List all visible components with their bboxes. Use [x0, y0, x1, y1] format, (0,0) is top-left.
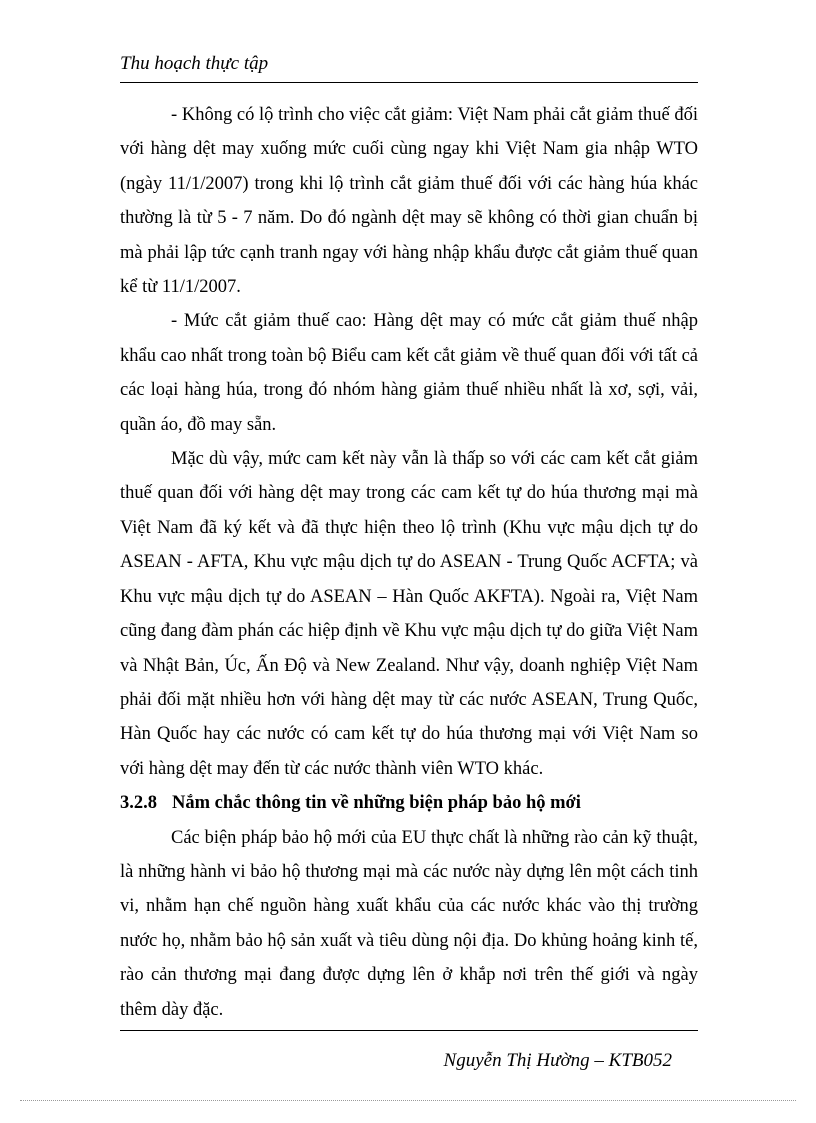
page-bottom-border — [20, 1100, 796, 1101]
paragraph-fta-comparison: Mặc dù vậy, mức cam kết này vẫn là thấp so với các cam kết cắt giảm thuế quan đối với hàng dệt may trong các cam kết tự do húa thương mại mà Việt Nam đã ký kết và đã thực hiện theo lộ trình (Khu vực mậu dịch tự do ASEAN - AFTA, Khu vực mậu dịch tự do ASEAN - Trung Quốc ACFTA; và Khu vực mậu dịch tự do ASEAN – Hàn Quốc AKFTA). Ngoài ra, Việt Nam cũng đang đàm phán các hiệp định về Khu vực mậu dịch tự do giữa Việt Nam và Nhật Bản, Úc, Ấn Độ và New Zealand. Như vậy, doanh nghiệp Việt Nam phải đối mặt nhiều hơn với hàng dệt may từ các nước ASEAN, Trung Quốc, Hàn Quốc hay các nước có cam kết tự do húa thương mại với Việt Nam so với hàng dệt may đến từ các nước thành viên WTO khác. — [120, 449, 698, 779]
document-body — [120, 98, 698, 1027]
section-title: Nắm chắc thông tin về những biện pháp bảo hộ mới — [172, 793, 581, 814]
header-divider — [120, 82, 698, 83]
page-header: Thu hoạch thực tập — [120, 53, 269, 74]
paragraph-no-roadmap: - Không có lộ trình cho việc cắt giảm: Việt Nam phải cắt giảm thuế đối với hàng dệt may xuống mức cuối cùng ngay khi Việt Nam gia nhập WTO (ngày 11/1/2007) trong khi lộ trình cắt giảm thuế đối với các hàng húa khác thường là từ 5 - 7 năm. Do đó ngành dệt may sẽ không có thời gian chuẩn bị mà phải lập tức cạnh tranh ngay với hàng nhập khẩu được cắt giảm thuế quan kể từ 11/1/2007. — [120, 105, 698, 298]
paragraph-high-tariff-cut: - Mức cắt giảm thuế cao: Hàng dệt may có mức cắt giảm thuế nhập khẩu cao nhất trong toàn bộ Biểu cam kết cắt giảm về thuế quan đối với tất cả các loại hàng húa, trong đó nhóm hàng giảm thuế nhiều nhất là xơ, sợi, vải, quần áo, đồ may sẵn. — [120, 311, 698, 435]
footer-divider — [120, 1030, 698, 1031]
section-number: 3.2.8 — [120, 793, 157, 814]
paragraph-protection-measures: Các biện pháp bảo hộ mới của EU thực chất là những rào cản kỹ thuật, là những hành vi bảo hộ thương mại mà các nước này dựng lên một cách tinh vi, nhằm hạn chế nguồn hàng xuất khẩu của các nước khác vào thị trường nước họ, nhằm bảo hộ sản xuất và tiêu dùng nội địa. Do khủng hoảng kinh tế, rào cản thương mại đang được dựng lên ở khắp nơi trên thế giới và ngày thêm dày đặc. — [120, 827, 698, 1020]
section-heading — [120, 786, 698, 820]
page-footer-author: Nguyễn Thị Hường – KTB052 — [443, 1050, 672, 1071]
